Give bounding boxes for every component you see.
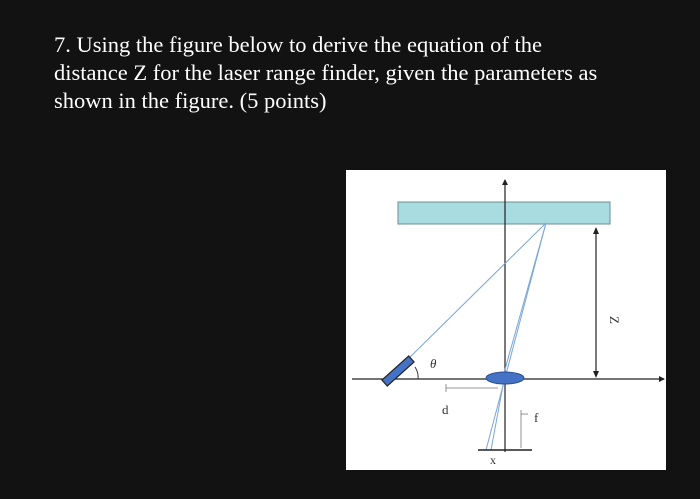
question-line-1: 7. Using the figure below to derive the equation of the [54,32,542,57]
question-line-2: distance Z for the laser range finder, given the parameters as [54,60,598,85]
target-surface [398,202,610,224]
reflected-ray-3 [491,380,504,450]
question-line-3: shown in the figure. (5 points) [54,88,327,113]
z-arrow-bottom [593,371,599,378]
reflected-ray-2 [504,223,546,373]
z-arrow-top [593,227,599,234]
laser-range-finder-figure [346,170,666,470]
label-f: f [534,410,539,425]
theta-angle-arc [415,367,418,379]
figure-diagram [346,170,666,470]
laser-beam [402,223,546,365]
label-theta: θ [430,356,437,371]
label-z: Z [607,316,622,324]
lens [486,372,524,384]
label-x: x [490,453,496,467]
label-d: d [442,402,449,417]
question-text [54,31,684,115]
laser-emitter [382,356,414,386]
